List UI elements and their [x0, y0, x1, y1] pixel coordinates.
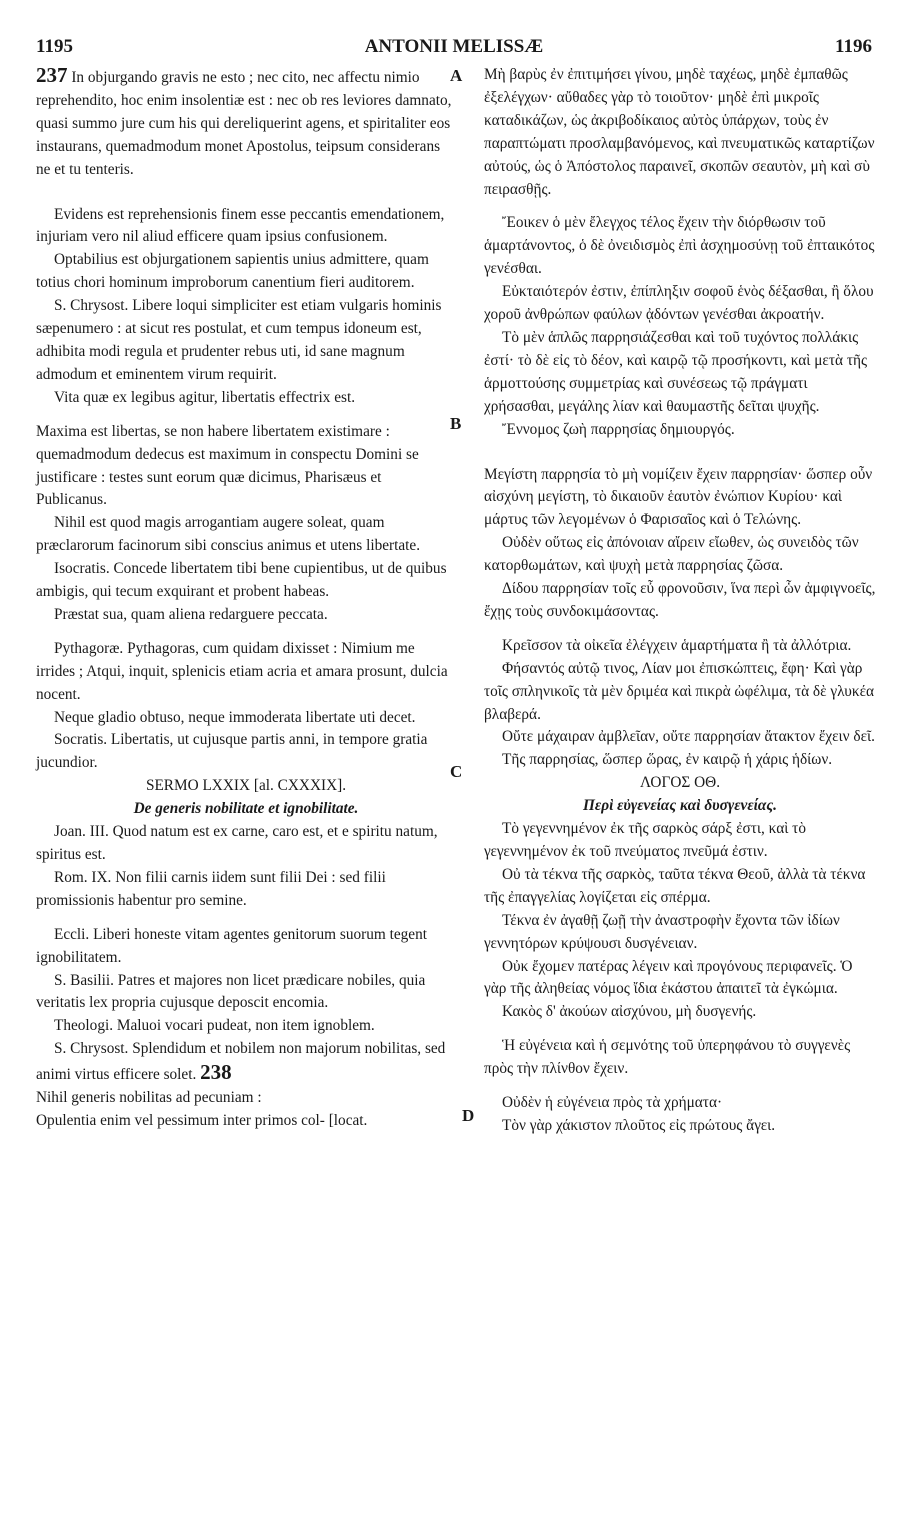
greek-paragraph: Τῆς παρρησίας, ὥσπερ ὥρας, ἐν καιρῷ ἡ χάρις ἡδίων. — [502, 751, 833, 769]
greek-paragraph: Τὸ μὲν ἁπλῶς παρρησιάζεσθαι καὶ τοῦ τυχόντος πολλάκις ἐστί· τὸ δὲ εἰς τὸ δέον, καὶ καιρῷ τῷ προσήκοντι, καὶ μετὰ τῆς ἁρμοττούσης συμμετρίας καὶ συνέσεως τῷ πράγματι χρήσασθαι, μεγάλης λίαν καὶ θαυμαστῆς δεῖται ψυχῆς. — [484, 328, 868, 415]
greek-paragraph: Τὸ γεγεννημένον ἐκ τῆς σαρκὸς σάρξ ἐστι, καὶ τὸ γεγεννημένον ἐκ τοῦ πνεύματος πνεῦμά ἐστιν. — [484, 820, 806, 860]
latin-paragraph: Eccli. Liberi honeste vitam agentes genitorum suorum tegent ignobilitatem. — [36, 925, 427, 966]
greek-paragraph: Ἔννομος ζωὴ παρρησίας δημιουργός. — [502, 420, 735, 438]
sermon-subtitle: De generis nobilitate et ignobilitate. — [133, 800, 359, 818]
greek-paragraph: Οὔτε μάχαιραν ἀμβλεῖαν, οὔτε παρρησίαν ἄτακτον ἔχειν δεῖ. — [502, 728, 875, 746]
latin-paragraph: Neque gladio obtuso, neque immoderata libertate uti decet. — [54, 708, 416, 726]
greek-paragraph: Μεγίστη παρρησία τὸ μὴ νομίζειν ἔχειν παρρησίαν· ὥσπερ οὖν αἰσχύνη μεγίστη, τὸ δικαιοῦν ἑαυτὸν ἐνώπιον Κυρίου· καὶ μάρτυς τῶν λεγομένων ὁ Φαρισαῖος καὶ ὁ Τελώνης. — [484, 465, 873, 529]
greek-paragraph: Ἔοικεν ὁ μὲν ἔλεγχος τέλος ἔχειν τὴν διόρθωσιν τοῦ ἁμαρτάνοντος, ὁ δὲ ὀνειδισμὸς ἐπὶ ἀσχημοσύνῃ τοῦ ἐπταικότος γενέσθαι. — [484, 214, 875, 278]
greek-paragraph: Τέκνα ἐν ἀγαθῇ ζωῇ τὴν ἀναστροφὴν ἔχοντα τῶν ἰδίων γεννητόρων κρύψουσι δυσγένειαν. — [484, 911, 840, 952]
latin-paragraph: Optabilius est objurgationem sapientis unius admittere, quam totius chori hominum improborum canentium fieri auditorem. — [36, 251, 429, 292]
logos-heading: ΛΟΓΟΣ ΟΘ. — [639, 774, 721, 792]
logos-subtitle: Περὶ εὐγενείας καὶ δυσγενείας. — [583, 797, 777, 815]
column-number-237: 237 — [36, 63, 68, 87]
greek-paragraph: Φήσαντός αὐτῷ τινος, Λίαν μοι ἐπισκώπτεις, ἔφη· Καὶ γὰρ τοῖς σπληνικοῖς τὰ μὲν δριμέα καὶ πικρὰ ὠφέλιμα, τὰ δὲ γλυκέα βλαβερά. — [484, 659, 875, 723]
margin-marker-a: A — [450, 66, 463, 85]
greek-verse-line: Οὐδὲν ἡ εὐγένεια πρὸς τὰ χρήματα· — [502, 1094, 723, 1112]
latin-paragraph: Socratis. Libertatis, ut cujusque partis anni, in tempore gratia jucundior. — [36, 731, 428, 772]
greek-paragraph: Μὴ βαρὺς ἐν ἐπιτιμήσει γίνου, μηδὲ ταχέως, μηδὲ ἐμπαθῶς ἐξελέγχων· αὔθαδες γὰρ τὸ τοιοῦτον· μηδὲ ἐπὶ μικροῖς καταδικάζων, ὡς ἀκριβοδίκαιος αὐτὸς ὑπάρχων, τοὺς ἐν παραπτώματι προσλαμβανόμενος, καὶ πνευματικῶς καταρτίζων αὐτούς, ὡς ὁ Ἀπόστολος παραινεῖ, σκοπῶν σεαυτὸν, μὴ καὶ σὺ πειρασθῇς. — [484, 66, 875, 198]
latin-paragraph: Opulentia enim vel pessimum inter primos col- [locat. — [36, 1111, 368, 1129]
greek-paragraph: Οὐδὲν οὕτως εἰς ἀπόνοιαν αἴρειν εἴωθεν, ὡς συνειδὸς τῶν κατορθωμάτων, καὶ ψυχὴ μετὰ παρρησίας ζῶσα. — [484, 534, 859, 575]
latin-paragraph: Maxima est libertas, se non habere libertatem existimare : quemadmodum dedecus est maximum in conspectu Domini se justificare : testes sunt eorum quæ dicimus, Pharisæus et Publicanus. — [36, 422, 419, 509]
right-page-number: 1196 — [835, 36, 872, 57]
running-title: ANTONII MELISSÆ — [364, 36, 544, 57]
sermon-heading: SERMO LXXIX [al. CXXXIX]. — [145, 777, 347, 795]
latin-paragraph: Rom. IX. Non filii carnis iidem sunt filii Dei : sed filii promissionis habentur pro semine. — [36, 868, 386, 909]
greek-paragraph: Κρεῖσσον τὰ οἰκεῖα ἐλέγχειν ἁμαρτήματα ἢ τὰ ἀλλότρια. — [502, 636, 852, 654]
latin-paragraph: Vita quæ ex legibus agitur, libertatis effectrix est. — [54, 388, 356, 406]
latin-column — [36, 64, 456, 1133]
margin-marker-b: B — [450, 414, 462, 433]
latin-paragraph: 237 In objurgando gravis ne esto ; nec cito, nec affectu nimio reprehendito, hoc enim insolentiæ est : nec ob res leviores damnato, quasi summo jure cum his qui dereliquerint agens, et spiritaliter eos instaurans, quemadmodum monet Apostolus, teipsum considerans ne et tu tenteris. — [36, 63, 452, 178]
latin-paragraph: Evidens est reprehensionis finem esse peccantis emendationem, injuriam vero nil aliud efficere quam ipsius confusionem. — [36, 205, 445, 246]
margin-marker-d: D — [462, 1106, 475, 1125]
greek-verse-line: Τὸν γὰρ χάκιστον πλοῦτος εἰς πρώτους ἄγει. — [502, 1116, 776, 1134]
greek-paragraph: Ἡ εὐγένεια καὶ ἡ σεμνότης τοῦ ὑπερηφάνου τὸ συγγενὲς πρὸς τὴν πλίνθον ἔχειν. — [484, 1037, 851, 1078]
latin-paragraph: S. Chrysost. Splendidum et nobilem non majorum nobilitas, sed animi virtus efficere solet. 238 — [36, 1040, 446, 1085]
latin-paragraph: Pythagoræ. Pythagoras, cum quidam dixisset : Nimium me irrides ; Atqui, inquit, splenicis etiam acria et amara prosunt, dulcia nocent. — [36, 639, 448, 703]
greek-paragraph: Οὐκ ἔχομεν πατέρας λέγειν καὶ προγόνους περιφανεῖς. Ὁ γὰρ τῆς ἀληθείας νόμος ἴδια ἑκάστου ἀπαιτεῖ τὰ ἐγκώμια. — [484, 957, 853, 998]
greek-paragraph: Δίδου παρρησίαν τοῖς εὖ φρονοῦσιν, ἵνα περὶ ὧν ἀμφιγνοεῖς, ἔχῃς τοὺς συνδοκιμάσοντας. — [484, 580, 876, 620]
latin-paragraph: S. Basilii. Patres et majores non licet prædicare nobiles, quia veritatis lex propria cujusque deposcit encomia. — [36, 971, 426, 1012]
latin-paragraph: Theologi. Maluoi vocari pudeat, non item ignoblem. — [54, 1017, 375, 1035]
latin-paragraph: Joan. III. Quod natum est ex carne, caro est, et e spiritu natum, spiritus est. — [36, 823, 438, 863]
margin-marker-c: C — [450, 762, 463, 781]
greek-paragraph: Εὐκταιότερόν ἐστιν, ἐπίπληξιν σοφοῦ ἑνὸς δέξασθαι, ἢ ὅλου χοροῦ ἀνθρώπων φαύλων ᾀδόντων γενέσθαι ἀκροατήν. — [484, 283, 874, 324]
greek-column — [484, 64, 876, 1138]
latin-paragraph: Nihil generis nobilitas ad pecuniam : — [36, 1089, 262, 1107]
latin-paragraph: Isocratis. Concede libertatem tibi bene cupientibus, ut de quibus ambigis, qui tecum exquirant et probent habeas. — [36, 560, 447, 601]
column-number-238: 238 — [200, 1060, 232, 1085]
greek-paragraph: Οὐ τὰ τέκνα τῆς σαρκὸς, ταῦτα τέκνα Θεοῦ, ἀλλὰ τὰ τέκνα τῆς ἐπαγγελίας λογίζεται εἰς σπέρμα. — [484, 865, 866, 906]
left-page-number: 1195 — [36, 36, 73, 57]
greek-paragraph: Κακὸς δ' ἀκούων αἰσχύνου, μὴ δυσγενής. — [502, 1003, 757, 1021]
latin-paragraph: Præstat sua, quam aliena redarguere peccata. — [54, 605, 328, 623]
latin-paragraph: S. Chrysost. Libere loqui simpliciter est etiam vulgaris hominis sæpenumero : at sicut res postulat, et cum tempus idoneum est, adhibita modi regula et prudenter rebus uti, id sane magnum admodum et eminentem virum requirit. — [36, 297, 442, 383]
latin-paragraph: Nihil est quod magis arrogantiam augere soleat, quam præclarorum facinorum sibi conscius animus et utens libertate. — [36, 514, 421, 555]
